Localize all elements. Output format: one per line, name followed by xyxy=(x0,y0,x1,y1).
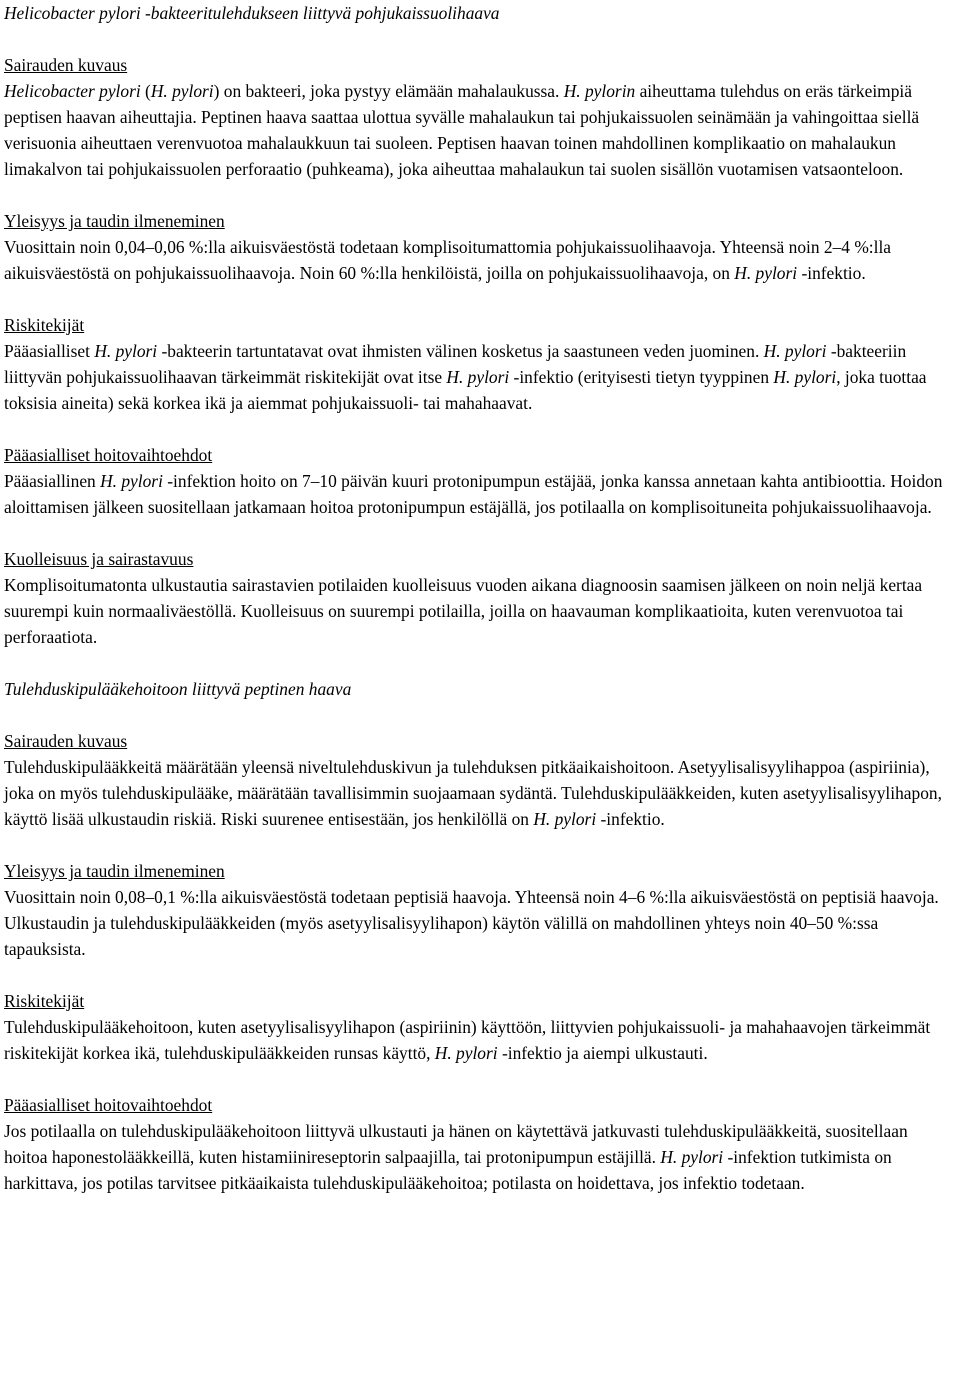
heading-treatment: Pääasialliset hoitovaihtoehdot xyxy=(4,1095,213,1115)
heading-prevalence: Yleisyys ja taudin ilmeneminen xyxy=(4,211,225,231)
paragraph-prevalence xyxy=(4,234,954,286)
text-run: Pääasialliset xyxy=(4,341,95,361)
paragraph-treatment xyxy=(4,468,954,520)
heading-treatment: Pääasialliset hoitovaihtoehdot xyxy=(4,445,213,465)
text-run: Tulehduskipulääkkeitä määrätään yleensä niveltulehduskivun ja tulehduksen pitkäaikaishoitoon. Asetyylisalisyylihappoa (aspiriinia), joka on myös tulehduskipulääke, määrätään tavallisimmin suojaamaan sydäntä. Tulehduskipulääkkeiden, kuten asetyylisalisyylihapon, käyttö lisää ulkustaudin riskiä. Riski suurenee entisestään, jos henkilöllä on xyxy=(4,757,942,829)
text-run: -infektio ja aiempi ulkustauti. xyxy=(497,1043,708,1063)
paragraph-prevalence xyxy=(4,884,954,962)
text-run: Pääasiallinen xyxy=(4,471,101,491)
section-nsaid-description xyxy=(4,728,954,832)
text-run: Vuosittain noin 0,04–0,06 %:lla aikuisväestöstä todetaan komplisoitumattomia pohjukaissuolihaavoja. Yhteensä noin 2–4 %:lla aikuisväestöstä on pohjukaissuolihaavoja. Noin 60 %:lla henkilöistä, joilla on pohjukaissuolihaavoja, on xyxy=(4,237,892,283)
heading-risk-factors: Riskitekijät xyxy=(4,315,85,335)
section-nsaid-treatment xyxy=(4,1092,954,1196)
heading-disease-description: Sairauden kuvaus xyxy=(4,731,128,751)
text-run: Komplisoitumatonta ulkustautia sairastavien potilaiden kuolleisuus vuoden aikana diagnoosin saamisen jälkeen on noin neljä kertaa suurempi kuin normaaliväestöllä. Kuolleisuus on suurempi potilailla, joilla on haavauman komplikaatioita, kuten verenvuotoa tai perforaatiota. xyxy=(4,575,923,647)
paragraph-risk-factors xyxy=(4,1014,954,1066)
italic-text-run: H. pylori xyxy=(94,341,158,361)
italic-text-run: H. pylorin xyxy=(563,81,636,101)
text-run: -infektio. xyxy=(797,263,866,283)
italic-text-run: H. pylori xyxy=(734,263,798,283)
heading-prevalence: Yleisyys ja taudin ilmeneminen xyxy=(4,861,225,881)
heading-mortality: Kuolleisuus ja sairastavuus xyxy=(4,549,194,569)
text-run: ) on bakteeri, joka pystyy elämään mahalaukussa. xyxy=(213,81,564,101)
italic-text-run: H. pylori xyxy=(446,367,510,387)
italic-text-run: H. pylori xyxy=(533,809,597,829)
italic-text-run: H. pylori xyxy=(150,81,214,101)
text-run: -infektion tutkimista on harkittava, jos potilas tarvitsee pitkäaikaista tulehduskipulääkehoitoa; potilasta on hoidettava, jos infektio todetaan. xyxy=(4,1147,892,1193)
section-hp-treatment xyxy=(4,442,954,520)
heading-disease-description: Sairauden kuvaus xyxy=(4,55,128,75)
section-hp-prevalence xyxy=(4,208,954,286)
text-run: -infektion hoito on 7–10 päivän kuuri protonipumpun estäjää, jonka kanssa annetaan kahta antibioottia. Hoidon aloittamisen jälkeen suositellaan jatkamaan hoitoa protonipumpun estäjällä, jos potilaalla on komplisoituneita pohjukaissuolihaavoja. xyxy=(4,471,943,517)
section-title-nsaid: Tulehduskipulääkehoitoon liittyvä peptinen haava xyxy=(4,679,352,699)
heading-risk-factors: Riskitekijät xyxy=(4,991,85,1011)
text-run: -infektio. xyxy=(596,809,665,829)
text-run: ( xyxy=(140,81,151,101)
text-run: Jos potilaalla on tulehduskipulääkehoitoon liittyvä ulkustauti ja hänen on käytettävä jatkuvasti tulehduskipulääkkeitä, suositellaan hoitoa haponestolääkkeillä, kuten histamiinireseptorin salpaajilla, tai protonipumpun estäjillä. xyxy=(4,1121,908,1167)
text-run: aiheuttama tulehdus on eräs tärkeimpiä peptisen haavan aiheuttajia. Peptinen haava saattaa ulottua syvälle mahalaukun tai pohjukaissuolen seinämään ja vahingoittaa siellä verisuonia aiheuttaen verenvuotoa mahalaukkuun tai suoleen. Peptisen haavan toinen mahdollinen komplikaatio on mahalaukun limakalvon tai pohjukaissuolen perforaatio (puhkeama), joka aiheuttaa mahalaukun tai suolen sisällön vuotamisen vatsaonteloon. xyxy=(4,81,920,179)
paragraph-mortality xyxy=(4,572,954,650)
section-hp-risk-factors xyxy=(4,312,954,416)
text-run: Vuosittain noin 0,08–0,1 %:lla aikuisväestöstä todetaan peptisiä haavoja. Yhteensä noin 4–6 %:lla aikuisväestöstä on peptisiä haavoja. Ulkustaudin ja tulehduskipulääkkeiden (myös asetyylisalisyylihapon) käytön välillä on mahdollinen yhteys noin 40–50 %:ssa tapauksista. xyxy=(4,887,939,959)
text-run: , joka tuottaa toksisia aineita) sekä korkea ikä ja aiemmat pohjukaissuoli- tai mahahaavat. xyxy=(4,367,927,413)
paragraph-disease-description xyxy=(4,754,954,832)
paragraph-disease-description xyxy=(4,78,954,182)
paragraph-treatment xyxy=(4,1118,954,1196)
italic-text-run: H. pylori xyxy=(660,1147,724,1167)
italic-text-run: H. pylori xyxy=(434,1043,498,1063)
italic-text-run: Helicobacter pylori xyxy=(4,81,141,101)
italic-text-run: H. pylori xyxy=(773,367,837,387)
document-title: Helicobacter pylori -bakteeritulehdukseen liittyvä pohjukaissuolihaava xyxy=(4,3,500,23)
text-run: -bakteeriin liittyvän pohjukaissuolihaavan tärkeimmät riskitekijät ovat itse xyxy=(4,341,907,387)
text-run: -infektio (erityisesti tietyn tyyppinen xyxy=(509,367,774,387)
section-hp-description xyxy=(4,52,954,182)
section-hp-mortality xyxy=(4,546,954,650)
text-run: Tulehduskipulääkehoitoon, kuten asetyylisalisyylihapon (aspiriinin) käyttöön, liittyvien pohjukaissuoli- ja mahahaavojen tärkeimmät riskitekijät korkea ikä, tulehduskipulääkkeiden runsas käyttö, xyxy=(4,1017,931,1063)
italic-text-run: H. pylori xyxy=(100,471,163,491)
italic-text-run: H. pylori xyxy=(763,341,827,361)
section-nsaid-risk-factors xyxy=(4,988,954,1066)
paragraph-risk-factors xyxy=(4,338,954,416)
text-run: -bakteerin tartuntatavat ovat ihmisten välinen kosketus ja saastuneen veden juominen. xyxy=(157,341,764,361)
section-nsaid-prevalence xyxy=(4,858,954,962)
